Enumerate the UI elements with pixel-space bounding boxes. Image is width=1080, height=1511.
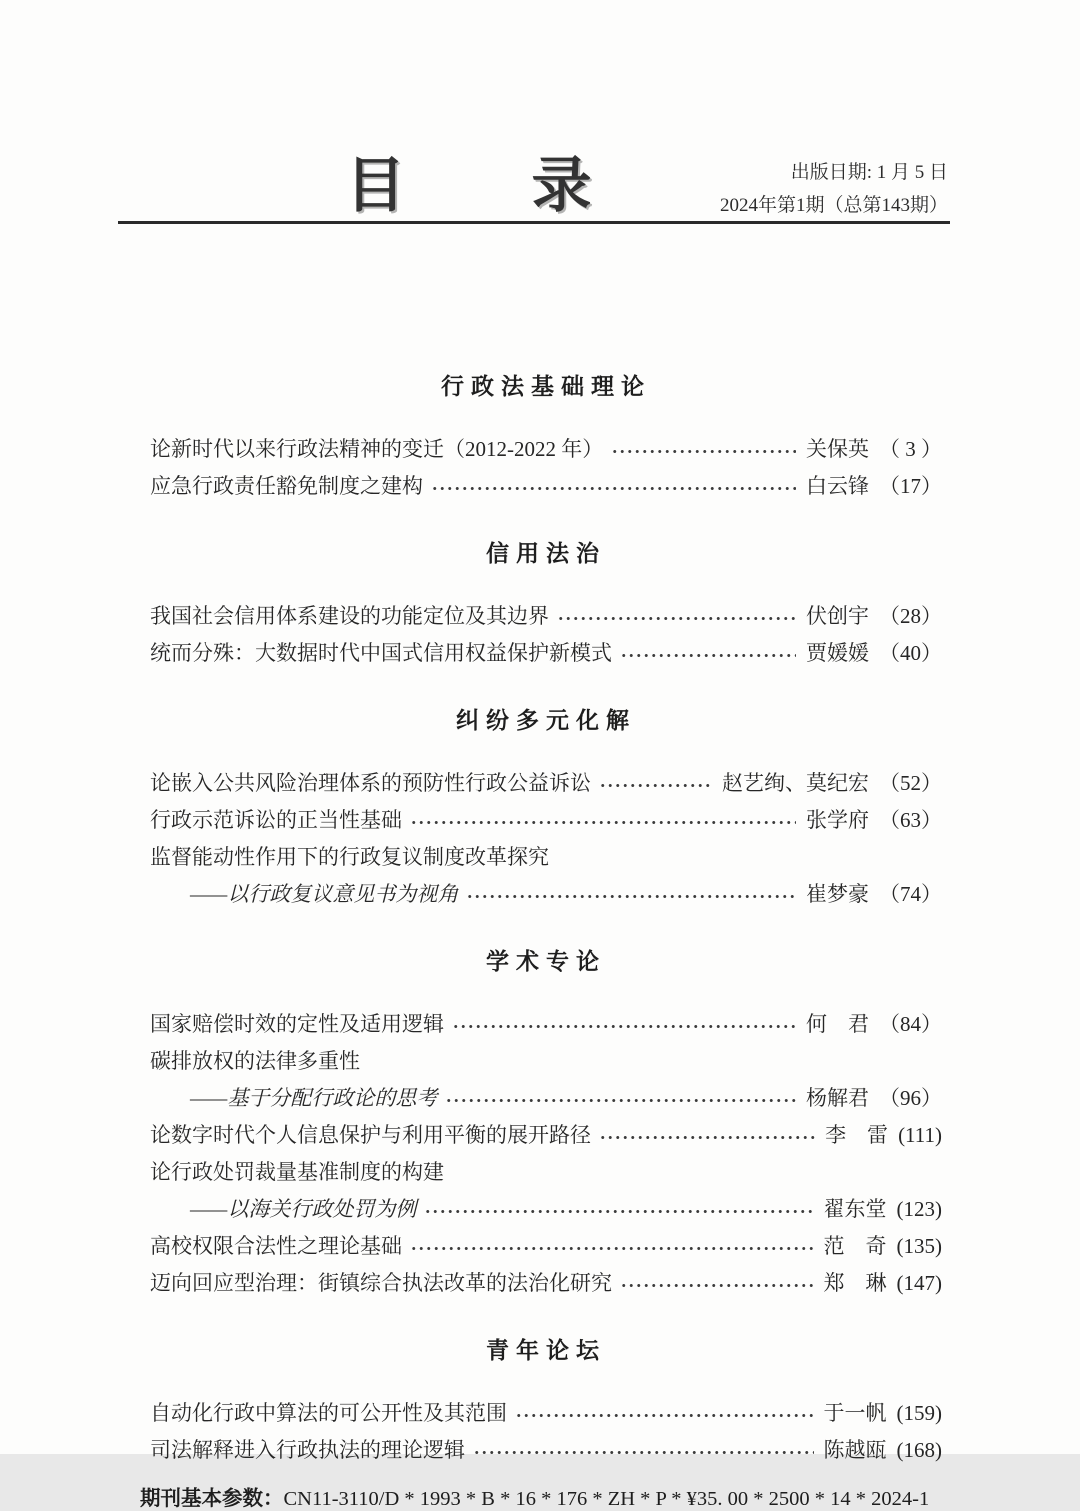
section-heading: 行政法基础理论 [441,374,651,399]
toc-entry [150,635,942,672]
journal-parameters-label: 期刊基本参数： [140,1488,284,1510]
issue-info-block [720,156,948,223]
entry-main-row [150,1228,942,1265]
entry-main-row [150,765,942,802]
dot-leader [620,1281,814,1290]
toc-entry [150,1154,942,1228]
entry-title: 自动化行政中算法的可公开性及其范围 [150,1401,507,1425]
entry-subtitle: ——以海关行政处罚为例 [190,1197,417,1221]
entry-main-row [150,839,942,876]
entry-subtitle-row [150,876,942,913]
publish-date: 出版日期: 1 月 5 日 [790,162,948,183]
entry-page: （74） [879,882,942,906]
toc-entry [150,598,942,635]
toc-entry [150,1228,942,1265]
entry-title: 迈向回应型治理：街镇综合执法改革的法治化研究 [150,1271,612,1295]
entry-page: （96） [879,1086,942,1110]
toc-section [150,368,942,505]
entry-title: 论嵌入公共风险治理体系的预防性行政公益诉讼 [150,771,591,795]
journal-parameters [0,1469,1080,1511]
entry-author: 于一帆 [823,1401,887,1425]
entry-author: 范 奇 [823,1234,887,1258]
dot-leader [424,1207,813,1216]
toc-entry [150,1395,942,1432]
entry-main-row [150,1265,942,1302]
header-divider [118,221,950,224]
entry-title: 司法解释进入行政执法的理论逻辑 [150,1438,465,1462]
entry-author: 陈越瓯 [823,1438,887,1462]
entry-subtitle: ——以行政复议意见书为视角 [190,882,459,906]
entry-title: 论数字时代个人信息保护与利用平衡的展开路径 [150,1123,591,1147]
dot-leader [620,651,796,660]
entry-page: (135) [896,1234,942,1258]
dot-leader [599,781,712,790]
entry-author: 贾媛媛 [806,641,869,665]
section-items [150,765,942,913]
entry-author: 李 雷 [825,1123,889,1147]
dot-leader [599,1133,815,1142]
entry-main-row [150,635,942,672]
dot-leader [410,1244,814,1253]
toc-section [150,535,942,672]
toc-section [150,1332,942,1469]
dot-leader [557,614,796,623]
section-heading: 纠纷多元化解 [456,708,636,733]
entry-author: 张学府 [806,808,869,832]
dot-leader [445,1096,796,1105]
section-heading: 学术专论 [486,949,606,974]
toc-entry [150,468,942,505]
entry-page: (147) [896,1271,942,1295]
entry-page: (159) [896,1401,942,1425]
entry-title: 监督能动性作用下的行政复议制度改革探究 [150,845,549,869]
entry-main-row [150,468,942,505]
toc-body [0,226,1080,1469]
entry-main-row [150,1154,942,1191]
dot-leader [410,818,796,827]
section-items [150,1395,942,1469]
entry-main-row [150,1117,942,1154]
entry-author: 杨解君 [806,1086,869,1110]
entry-title: 论新时代以来行政法精神的变迁（2012-2022 年） [150,437,604,461]
entry-main-row [150,802,942,839]
dot-leader [611,447,796,456]
entry-title: 国家赔偿时效的定性及适用逻辑 [150,1012,444,1036]
entry-page: （28） [879,604,942,628]
entry-page: (168) [896,1438,942,1462]
section-items [150,598,942,672]
entry-page: （40） [879,641,942,665]
entry-main-row [150,1395,942,1432]
page-header [0,0,1080,226]
dot-leader [515,1411,814,1420]
entry-author: 翟东堂 [823,1197,887,1221]
entry-title: 行政示范诉讼的正当性基础 [150,808,402,832]
entry-author: 崔梦豪 [806,882,869,906]
entry-author: 关保英 [806,437,869,461]
toc-entry [150,765,942,802]
toc-entry [150,839,942,913]
entry-title: 我国社会信用体系建设的功能定位及其边界 [150,604,549,628]
entry-page: （52） [879,771,942,795]
toc-section [150,702,942,913]
entry-main-row [150,1432,942,1469]
entry-page: (123) [896,1197,942,1221]
journal-parameters-value: CN11-3110/D * 1993 * B * 16 * 176 * ZH * P * ¥35. 00 * 2500 * 14 * 2024-1 [283,1488,930,1510]
section-heading: 青年论坛 [486,1338,606,1363]
entry-subtitle-row [150,1191,942,1228]
entry-main-row [150,598,942,635]
page-title: 目 录 [345,153,625,219]
entry-main-row [150,1006,942,1043]
entry-subtitle: ——基于分配行政论的思考 [190,1086,438,1110]
entry-page: （17） [879,474,942,498]
entry-title: 高校权限合法性之理论基础 [150,1234,402,1258]
entry-subtitle-row [150,1080,942,1117]
dot-leader [431,484,796,493]
section-heading: 信用法治 [486,541,606,566]
dot-leader [452,1022,796,1031]
toc-entry [150,802,942,839]
entry-page: （ 3 ） [879,437,942,461]
toc-entry [150,1117,942,1154]
issue-number: 2024年第1期（总第143期） [719,195,948,217]
toc-section [150,943,942,1302]
entry-author: 何 君 [806,1012,869,1036]
entry-title: 碳排放权的法律多重性 [150,1049,360,1073]
entry-author: 伏创宇 [806,604,869,628]
toc-entry [150,1006,942,1043]
entry-title: 论行政处罚裁量基准制度的构建 [150,1160,444,1184]
entry-author: 白云锋 [806,474,869,498]
entry-title: 应急行政责任豁免制度之建构 [150,474,423,498]
toc-entry [150,1432,942,1469]
entry-title: 统而分殊：大数据时代中国式信用权益保护新模式 [150,641,612,665]
section-items [150,431,942,505]
entry-author: 郑 琳 [823,1271,887,1295]
toc-entry [150,1265,942,1302]
toc-entry [150,431,942,468]
dot-leader [473,1448,814,1457]
entry-page: (111) [898,1123,942,1147]
entry-page: （63） [879,808,942,832]
dot-leader [466,892,796,901]
entry-main-row [150,1043,942,1080]
toc-entry [150,1043,942,1117]
entry-author: 赵艺绚、莫纪宏 [722,771,869,795]
section-items [150,1006,942,1302]
entry-page: （84） [879,1012,942,1036]
entry-main-row [150,431,942,468]
